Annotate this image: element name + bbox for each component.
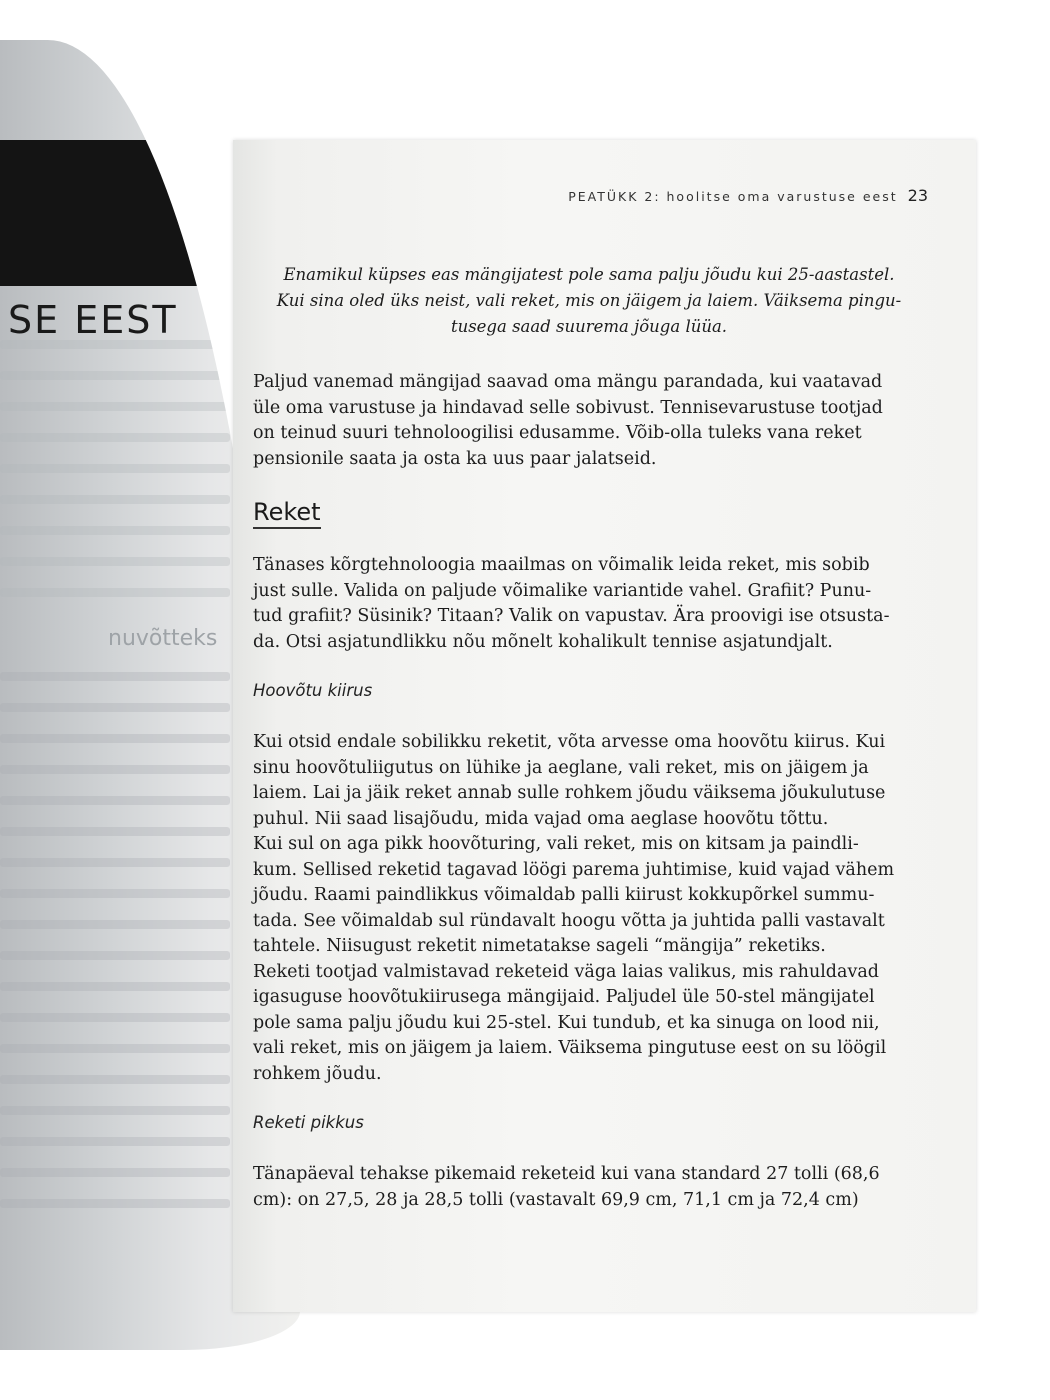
text-line: üle oma varustuse ja hindavad selle sobivust. Tennisevarustuse tootjad [253,397,883,418]
text-line: sinu hoovõtuliigutus on lühike ja aeglane, vali reket, mis on jäigem ja [253,757,869,778]
text-line: Kui sul on aga pikk hoovõturing, vali reket, mis on kitsam ja paindli- [253,834,859,854]
tip-line: Enamikul küpses eas mängijatest pole sama palju jõudu kui 25-aastastel. [283,265,895,284]
text-line: pole sama palju jõudu kui 25-stel. Kui tundub, et ka sinuga on lood nii, [253,1012,880,1033]
text-line: Kui otsid endale sobilikku reketit, võta arvesse oma hoovõtu kiirus. Kui [253,732,886,752]
text-line: vali reket, mis on jäigem ja laiem. Väiksema pingutuse eest on su löögil [253,1038,887,1058]
page-number: 23 [907,186,928,205]
text-line: rohkem jõudu. [253,1063,382,1084]
text-line: pensionile saata ja osta ka uus paar jalatseid. [253,448,657,469]
text-line: tada. See võimaldab sul ründavalt hoogu võtta ja juhtida palli vastavalt [253,910,885,931]
page-header [568,186,928,205]
left-page-faded-text [0,340,230,619]
tip-box [253,262,925,340]
text-line: Tänapäeval tehakse pikemaid reketeid kui vana standard 27 tolli (68,6 [253,1164,880,1184]
tip-line: Kui sina oled üks neist, vali reket, mis on jäigem ja laiem. Väiksema pingu- [276,291,902,310]
text-line: kum. Sellised reketid tagavad löögi parema juhtimise, kuid vajad vähem [253,859,895,880]
left-page-subheading: nuvõtteks [108,626,218,651]
text-line: tahtele. Niisugust reketit nimetatakse sageli “mängija” reketiks. [253,936,826,956]
text-line: laiem. Lai ja jäik reket annab sulle rohkem jõudu väiksema jõukulutuse [253,783,886,803]
text-line: tud grafiit? Süsinik? Titaan? Valik on vapustav. Ära proovigi ise otsusta- [253,606,890,626]
text-line: Paljud vanemad mängijad saavad oma mängu parandada, kui vaatavad [253,372,883,392]
text-line: jõudu. Raami paindlikkus võimaldab palli kiirust kokkupõrkel summu- [253,885,875,905]
text-line: igasuguse hoovõtukiirusega mängijaid. Paljudel üle 50-stel mängijatel [253,987,875,1007]
section-paragraph [253,553,925,655]
text-line: da. Otsi asjatundlikku nõu mõnelt kohalikult tennise asjatundjalt. [253,631,833,652]
text-line: just sulle. Valida on paljude võimalike variantide vahel. Grafiit? Punu- [253,580,872,601]
subheading-racket-length: Reketi pikkus [253,1113,364,1132]
text-line: on teinud suuri tehnoloogilisi edusamme. Võib-olla tuleks vana reket [253,423,862,443]
intro-paragraph [253,370,925,472]
page-content [253,262,925,1239]
right-page [233,140,976,1312]
running-head: PEATÜKK 2: hoolitse oma varustuse eest [568,189,898,204]
text-line: Tänases kõrgtehnoloogia maailmas on võimalik leida reket, mis sobib [253,555,870,575]
text-line: Reketi tootjad valmistavad reketeid väga laias valikus, mis rahuldavad [253,961,879,982]
tip-line: tusega saad suurema jõuga lüüa. [450,317,728,336]
subheading-swing-speed: Hoovõtu kiirus [253,681,373,700]
text-line: cm): on 27,5, 28 ja 28,5 tolli (vastavalt 69,9 cm, 71,1 cm ja 72,4 cm) [253,1189,859,1210]
left-page-title: SE EEST [8,298,178,342]
chapter-band [0,140,236,286]
left-page-faded-text-2 [0,672,230,1230]
length-paragraph [253,1162,925,1213]
swing-paragraph [253,730,925,1087]
text-line: puhul. Nii saad lisajõudu, mida vajad oma aeglase hoovõtu tõttu. [253,808,829,829]
section-heading: Reket [253,498,321,529]
